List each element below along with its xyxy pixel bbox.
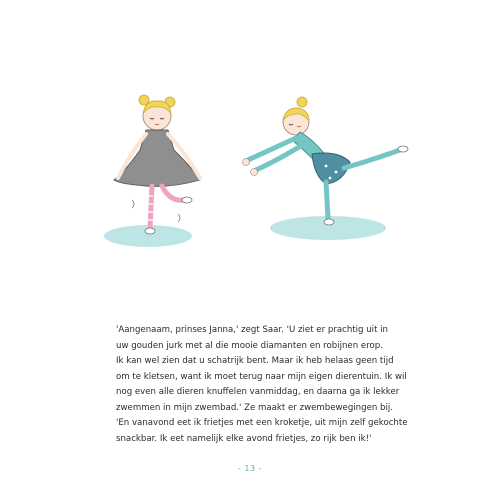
story-line: 'En vanavond eet ik frietjes met een kroketje, uit mijn zelf gekochte (116, 418, 408, 428)
story-line: nog even alle dieren knuffelen vanmiddag, en daarna ga ik lekker (116, 387, 400, 397)
story-line: Ik kan wel zien dat u schatrijk bent. Maar ik heb helaas geen tijd (116, 356, 394, 366)
page-number: - 13 - (237, 464, 263, 473)
illustration-two-girls-dancing (100, 88, 420, 258)
story-line: 'Aangenaam, prinses Janna,' zegt Saar. 'U ziet er prachtig uit in (116, 325, 389, 335)
story-line: zwemmen in mijn zwembad.' Ze maakt er zwembewegingen bij. (116, 402, 393, 413)
story-line: snackbar. Ik eet namelijk elke avond frietjes, zo rijk ben ik!' (116, 433, 372, 444)
girl-teal-outfit (243, 97, 409, 225)
story-line: uw gouden jurk met al die mooie diamanten en robijnen erop. (116, 340, 383, 351)
story-text (116, 323, 406, 447)
girl-grey-dress (114, 95, 200, 234)
story-line: om te kletsen, want ik moet terug naar mijn eigen dierentuin. Ik wil (116, 371, 407, 382)
